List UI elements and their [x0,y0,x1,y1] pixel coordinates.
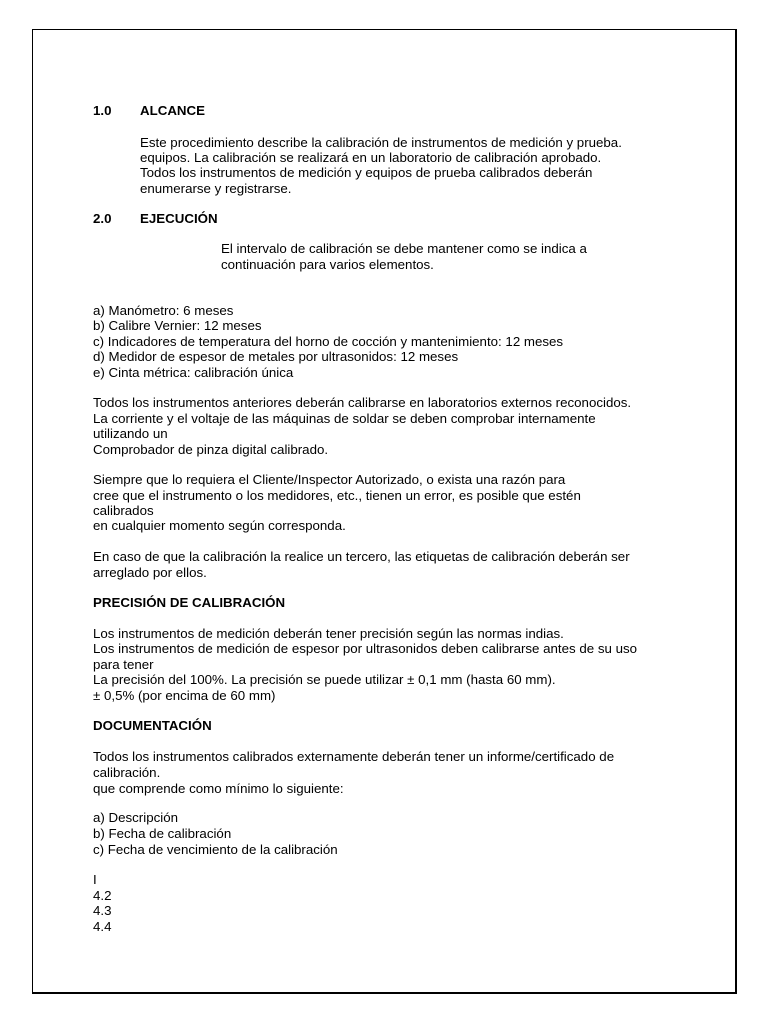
ejecucion-intro-line-2: continuación para varios elementos. [221,257,434,272]
interval-item-c: c) Indicadores de temperatura del horno de cocción y mantenimiento: 12 meses [93,334,564,349]
external-line-4: Comprobador de pinza digital calibrado. [93,442,329,457]
interval-item-b: b) Calibre Vernier: 12 meses [93,318,262,333]
documentation-item-a: a) Descripción [93,810,178,825]
client-line-3: calibrados [93,503,154,518]
third-party-line-2: arreglado por ellos. [93,565,207,580]
documentation-item-c: c) Fecha de vencimiento de la calibración [93,842,338,857]
ejecucion-intro-line-1: El intervalo de calibración se debe mantener como se indica a [221,241,587,256]
section-number-2: 2.0 [93,211,112,226]
alcance-line-1: Este procedimiento describe la calibración de instrumentos de medición y prueba. [140,135,622,150]
third-party-line-1: En caso de que la calibración la realice un tercero, las etiquetas de calibración deberán ser [93,549,630,564]
alcance-line-3: Todos los instrumentos de medición y equipos de prueba calibrados deberán [140,165,593,180]
external-line-1: Todos los instrumentos anteriores deberán calibrarse en laboratorios externos reconocidos. [93,395,632,410]
client-line-1: Siempre que lo requiera el Cliente/Inspector Autorizado, o exista una razón para [93,472,566,487]
trailing-line-1: I [93,872,97,887]
documentation-line-2: calibración. [93,765,161,780]
interval-item-a: a) Manómetro: 6 meses [93,303,234,318]
section-title-alcance: ALCANCE [140,103,206,118]
precision-line-5: ± 0,5% (por encima de 60 mm) [93,688,276,703]
section-number-1: 1.0 [93,103,112,118]
client-line-4: en cualquier momento según corresponda. [93,518,346,533]
alcance-line-2: equipos. La calibración se realizará en un laboratorio de calibración aprobado. [140,150,602,165]
precision-line-4: La precisión del 100%. La precisión se puede utilizar ± 0,1 mm (hasta 60 mm). [93,672,556,687]
client-line-2: cree que el instrumento o los medidores, etc., tienen un error, es posible que estén [93,488,581,503]
precision-heading: PRECISIÓN DE CALIBRACIÓN [93,595,286,610]
section-title-ejecucion: EJECUCIÓN [140,211,218,226]
trailing-line-4: 4.4 [93,919,112,934]
trailing-line-3: 4.3 [93,903,112,918]
documentation-line-3: que comprende como mínimo lo siguiente: [93,781,344,796]
documentation-line-1: Todos los instrumentos calibrados externamente deberán tener un informe/certificado de [93,749,615,764]
documentation-heading: DOCUMENTACIÓN [93,718,212,733]
interval-item-d: d) Medidor de espesor de metales por ultrasonidos: 12 meses [93,349,459,364]
trailing-line-2: 4.2 [93,888,112,903]
alcance-line-4: enumerarse y registrarse. [140,181,292,196]
documentation-item-b: b) Fecha de calibración [93,826,232,841]
precision-line-1: Los instrumentos de medición deberán tener precisión según las normas indias. [93,626,564,641]
external-line-2: La corriente y el voltaje de las máquinas de soldar se deben comprobar internamente [93,411,596,426]
precision-line-2: Los instrumentos de medición de espesor por ultrasonidos deben calibrarse antes de su uso [93,641,638,656]
external-line-3: utilizando un [93,426,168,441]
precision-line-3: para tener [93,657,154,672]
interval-item-e: e) Cinta métrica: calibración única [93,365,294,380]
